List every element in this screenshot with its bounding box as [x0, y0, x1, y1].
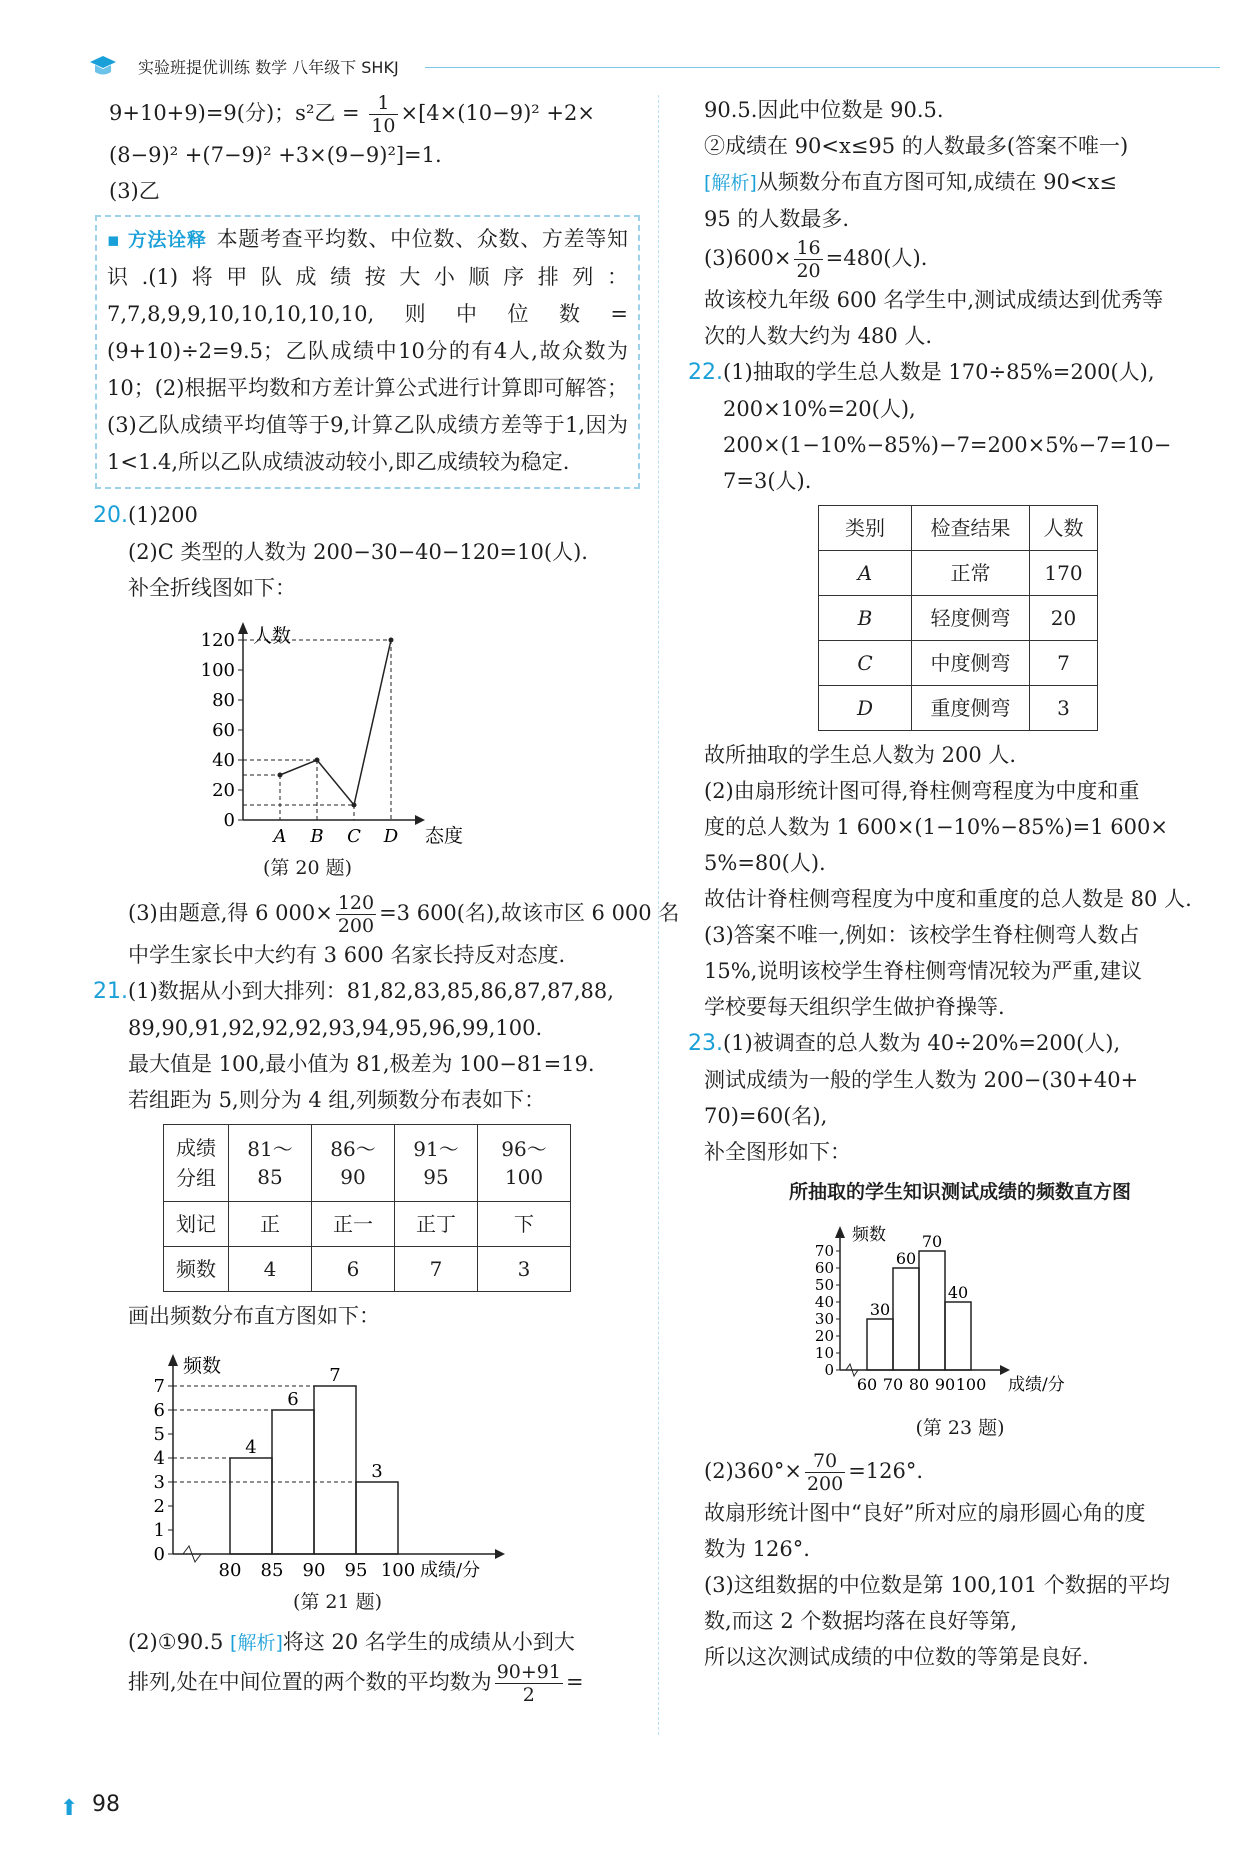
- x-tick-label: 70: [882, 1375, 904, 1394]
- table-cell: 170: [1030, 551, 1098, 596]
- x-tick-label: A: [273, 826, 287, 847]
- x-tick-label: C: [347, 826, 361, 847]
- table-cell: 类别: [819, 506, 912, 551]
- table-cell: 3: [478, 1247, 571, 1292]
- fraction: $\frac{120}{200}$: [337, 892, 375, 937]
- q22-line: 故所抽取的学生总人数为 200 人.: [704, 743, 1017, 767]
- q21-line: 画出频数分布直方图如下：: [128, 1304, 380, 1328]
- q21-line: 21.(1)数据从小到大排列：81,82,83,85,86,87,87,88,: [95, 973, 640, 1010]
- header-rule: [425, 67, 1220, 68]
- histogram-bar: [356, 1482, 398, 1554]
- y-tick-label: 1: [153, 1520, 165, 1541]
- q23-line: 70)=60(名),: [704, 1104, 828, 1128]
- question-number: 20.: [93, 503, 128, 528]
- table-row: [164, 1202, 571, 1247]
- q22-line: 200×10%=20(人),: [723, 397, 916, 421]
- q20-line: 中学生家长中大约有 3 600 名家长持反对态度.: [128, 943, 566, 967]
- table-cell: C: [819, 641, 912, 686]
- x-tick-label: 80: [908, 1375, 930, 1394]
- q21-line: 排列,处在中间位置的两个数的平均数为 $\frac{90+91}{2}$ =: [128, 1661, 584, 1706]
- cont-line: (3)乙: [109, 179, 160, 203]
- x-tick-label: 100: [380, 1560, 416, 1581]
- y-tick-label: 20: [814, 1327, 834, 1345]
- data-point: [278, 773, 283, 778]
- q21-line: (2)①90.5 [解析]将这 20 名学生的成绩从小到大: [128, 1630, 575, 1654]
- x-axis-arrow: [1000, 1365, 1010, 1375]
- table-cell: 7: [395, 1247, 478, 1292]
- table-row: [819, 596, 1098, 641]
- x-tick-label: 80: [218, 1560, 242, 1581]
- data-label: 7: [329, 1365, 341, 1386]
- fraction: $\frac{90+91}{2}$: [496, 1661, 561, 1706]
- q23-line: 所以这次测试成绩的中位数的等第是良好.: [704, 1645, 1089, 1669]
- q22-line: 5%=80(人).: [704, 851, 826, 875]
- q23-line: 数为 126°.: [704, 1537, 810, 1561]
- r-line: ②成绩在 90<x≤95 的人数最多(答案不唯一): [704, 134, 1129, 158]
- q20-line: (2)C 类型的人数为 200−30−40−120=10(人).: [128, 540, 588, 564]
- y-tick-label: 10: [814, 1344, 834, 1362]
- y-tick-label: 0: [824, 1361, 834, 1379]
- table-row: [819, 551, 1098, 596]
- histogram-bar: [919, 1251, 945, 1370]
- arrow-up-icon: ⬆: [60, 1796, 79, 1821]
- y-tick-label: 0: [153, 1544, 165, 1565]
- r-line: 次的人数大约为 480 人.: [704, 324, 933, 348]
- r-line: 90.5.因此中位数是 90.5.: [704, 98, 944, 122]
- table-cell: 检查结果: [912, 506, 1030, 551]
- y-tick-label: 20: [212, 780, 235, 801]
- x-tick-label: D: [383, 826, 399, 847]
- data-label: 70: [921, 1232, 943, 1251]
- table-cell: 7: [1030, 641, 1098, 686]
- table-cell: 正一: [312, 1202, 395, 1247]
- x-tick-label: 95: [344, 1560, 368, 1581]
- table-cell: 91～95: [395, 1125, 478, 1202]
- table-cell: 96～100: [478, 1125, 571, 1202]
- x-axis-arrow: [415, 815, 425, 825]
- y-axis-label: 频数: [183, 1355, 222, 1377]
- histogram-bar: [867, 1319, 893, 1370]
- x-tick-label: 85: [260, 1560, 284, 1581]
- histogram-q23: [690, 1210, 1230, 1410]
- x-tick-label: 100: [955, 1375, 987, 1394]
- y-tick-label: 0: [223, 810, 235, 831]
- chart-caption: (第 21 题): [292, 1591, 383, 1613]
- data-label: 3: [371, 1461, 383, 1482]
- frequency-table: [163, 1124, 571, 1292]
- page-header: [0, 0, 1250, 90]
- table-cell: A: [819, 551, 912, 596]
- q21-line: 89,90,91,92,92,92,93,94,95,96,99,100.: [128, 1016, 543, 1040]
- table-cell: 频数: [164, 1247, 229, 1292]
- q22-line: (2)由扇形统计图可得,脊柱侧弯程度为中度和重: [704, 779, 1140, 803]
- series-line: [280, 640, 391, 805]
- table-cell: B: [819, 596, 912, 641]
- q23-line: 数,而这 2 个数据均落在良好等第,: [704, 1609, 1018, 1633]
- spine-table: [818, 505, 1098, 731]
- y-tick-label: 2: [153, 1496, 165, 1517]
- cont-line: 9+10+9)=9(分)；s²乙 = $\frac{1}{10}$ ×[4×(10−9)² +2×: [109, 92, 595, 137]
- table-cell: 20: [1030, 596, 1098, 641]
- q22-line: (3)答案不唯一,例如：该校学生脊柱侧弯人数占: [704, 923, 1140, 947]
- x-tick-label: 90: [934, 1375, 956, 1394]
- table-cell: 86～90: [312, 1125, 395, 1202]
- y-tick-label: 40: [212, 750, 235, 771]
- q22-line: 200×(1−10%−85%)−7=200×5%−7=10−: [723, 433, 1172, 457]
- data-label: 60: [895, 1249, 917, 1268]
- table-row: [819, 641, 1098, 686]
- q22-line: 度的总人数为 1 600×(1−10%−85%)=1 600×: [704, 815, 1168, 839]
- table-cell: 划记: [164, 1202, 229, 1247]
- fraction: $\frac{70}{200}$: [806, 1450, 844, 1495]
- r-line: 故该校九年级 600 名学生中,测试成绩达到优秀等: [704, 288, 1164, 312]
- table-cell: 正丁: [395, 1202, 478, 1247]
- table-row: [819, 506, 1098, 551]
- x-tick-label: B: [310, 826, 324, 847]
- y-tick-label: 3: [153, 1472, 165, 1493]
- y-tick-label: 50: [814, 1276, 834, 1294]
- data-label: 30: [869, 1300, 891, 1319]
- left-column: [93, 92, 680, 1706]
- data-label: 4: [245, 1437, 257, 1458]
- data-point: [352, 803, 357, 808]
- r-line: (3)600× $\frac{16}{20}$ =480(人).: [704, 237, 928, 282]
- y-tick-label: 70: [814, 1242, 834, 1260]
- y-tick-label: 80: [212, 690, 235, 711]
- table-row: [819, 686, 1098, 731]
- table-cell: 4: [229, 1247, 312, 1292]
- table-row: [164, 1125, 571, 1202]
- method-label: ▪ 方法诠释: [107, 229, 207, 251]
- q22-line: 22.(1)抽取的学生总人数是 170÷85%=200(人),: [690, 354, 1230, 391]
- method-text: 本题考查平均数、中位数、众数、方差等知识.(1)将甲队成绩按大小顺序排列：7,7,8,9,9,10,10,10,10,10,则中位数=(9+10)÷2=9.5；乙队成绩中10分的有4人,故众数为10；(2)根据平均数和方差计算公式进行计算即可解答；(3)乙队成绩平均值等于9,计算乙队成绩方差等于1,因为1<1.4,所以乙队成绩波动较小,即乙成绩较为稳定.: [107, 227, 628, 474]
- right-column: [690, 92, 1230, 1675]
- table-cell: 中度侧弯: [912, 641, 1030, 686]
- chart-caption: (第 23 题): [915, 1417, 1005, 1439]
- q20-line: (3)由题意,得 6 000× $\frac{120}{200}$ =3 600(名),故该市区 6 000 名: [128, 892, 680, 937]
- histogram-bar: [945, 1302, 971, 1370]
- y-axis-arrow: [238, 622, 248, 634]
- q22-line: 学校要每天组织学生做护脊操等.: [704, 995, 1005, 1019]
- y-tick-label: 60: [212, 720, 235, 741]
- question-number: 21.: [93, 979, 128, 1004]
- y-axis-arrow: [835, 1226, 845, 1238]
- q22-line: 7=3(人).: [723, 469, 812, 493]
- table-cell: D: [819, 686, 912, 731]
- q21-line: 若组距为 5,则分为 4 组,列频数分布表如下：: [128, 1088, 546, 1112]
- y-tick-label: 60: [814, 1259, 834, 1277]
- cont-line: (8−9)² +(7−9)² +3×(9−9)²]=1.: [109, 143, 442, 167]
- r-line: [解析]从频数分布直方图可知,成绩在 90<x≤: [704, 170, 1117, 194]
- q23-line: (3)这组数据的中位数是第 100,101 个数据的平均: [704, 1573, 1170, 1597]
- y-axis-label: 人数: [253, 625, 292, 647]
- y-tick-label: 4: [153, 1448, 165, 1469]
- table-row: [164, 1247, 571, 1292]
- graduation-cap-icon: [88, 54, 118, 78]
- line-chart-q20: [95, 610, 640, 850]
- fraction: $\frac{16}{20}$: [796, 237, 821, 282]
- table-cell: 6: [312, 1247, 395, 1292]
- histogram-bar: [314, 1386, 356, 1554]
- histogram-bar: [893, 1268, 919, 1370]
- table-cell: 重度侧弯: [912, 686, 1030, 731]
- table-cell: 下: [478, 1202, 571, 1247]
- data-point: [389, 638, 394, 643]
- question-number: 23.: [688, 1031, 723, 1056]
- y-tick-label: 7: [153, 1376, 165, 1397]
- x-axis-arrow: [495, 1549, 505, 1559]
- table-cell: 轻度侧弯: [912, 596, 1030, 641]
- table-cell: 3: [1030, 686, 1098, 731]
- q23-line: (2)360°× $\frac{70}{200}$ =126°.: [704, 1450, 924, 1495]
- q21-line: 最大值是 100,最小值为 81,极差为 100−81=19.: [128, 1052, 595, 1076]
- q22-line: 15%,说明该校学生脊柱侧弯情况较为严重,建议: [704, 959, 1143, 983]
- y-tick-label: 120: [200, 630, 235, 651]
- table-cell: 人数: [1030, 506, 1098, 551]
- x-axis-label: 成绩/分: [420, 1560, 481, 1581]
- page-number: ⬆ 98: [60, 1792, 120, 1821]
- y-axis-arrow: [168, 1354, 178, 1366]
- book-title: 实验班提优训练 数学 八年级下 SHKJ: [138, 58, 399, 77]
- histogram-q21: [95, 1334, 640, 1584]
- table-cell: 81～85: [229, 1125, 312, 1202]
- q23-line: 故扇形统计图中“良好”所对应的扇形圆心角的度: [704, 1501, 1146, 1525]
- y-tick-label: 40: [814, 1293, 834, 1311]
- q20-line: 20.(1)200: [95, 497, 640, 534]
- question-number: 22.: [688, 360, 723, 385]
- chart-title: 所抽取的学生知识测试成绩的频数直方图: [788, 1181, 1131, 1203]
- y-tick-label: 30: [814, 1310, 834, 1328]
- table-cell: 正: [229, 1202, 312, 1247]
- y-tick-label: 6: [153, 1400, 165, 1421]
- analysis-tag: [解析]: [230, 1632, 283, 1654]
- y-axis-label: 频数: [852, 1225, 886, 1245]
- x-tick-label: 60: [856, 1375, 878, 1394]
- q23-line: 补全图形如下：: [704, 1140, 851, 1164]
- table-cell: 成绩 分组: [164, 1125, 229, 1202]
- q22-line: 故估计脊柱侧弯程度为中度和重度的总人数是 80 人.: [704, 887, 1192, 911]
- r-line: 95 的人数最多.: [704, 207, 850, 231]
- data-point: [315, 758, 320, 763]
- x-axis-label: 成绩/分: [1008, 1375, 1065, 1395]
- data-label: 6: [287, 1389, 299, 1410]
- x-axis-label: 态度: [425, 825, 464, 847]
- y-tick-label: 100: [200, 660, 235, 681]
- table-cell: 正常: [912, 551, 1030, 596]
- q20-line: 补全折线图如下：: [128, 576, 296, 600]
- fraction: $\frac{1}{10}$: [371, 92, 396, 137]
- x-tick-label: 90: [302, 1560, 326, 1581]
- analysis-tag: [解析]: [704, 172, 757, 194]
- chart-caption: (第 20 题): [262, 857, 353, 879]
- method-box: [95, 215, 640, 489]
- q23-line: 测试成绩为一般的学生人数为 200−(30+40+: [704, 1068, 1139, 1092]
- y-tick-label: 5: [153, 1424, 165, 1445]
- q23-line: 23.(1)被调查的总人数为 40÷20%=200(人),: [690, 1025, 1230, 1062]
- data-label: 40: [947, 1283, 969, 1302]
- histogram-bar: [230, 1458, 272, 1554]
